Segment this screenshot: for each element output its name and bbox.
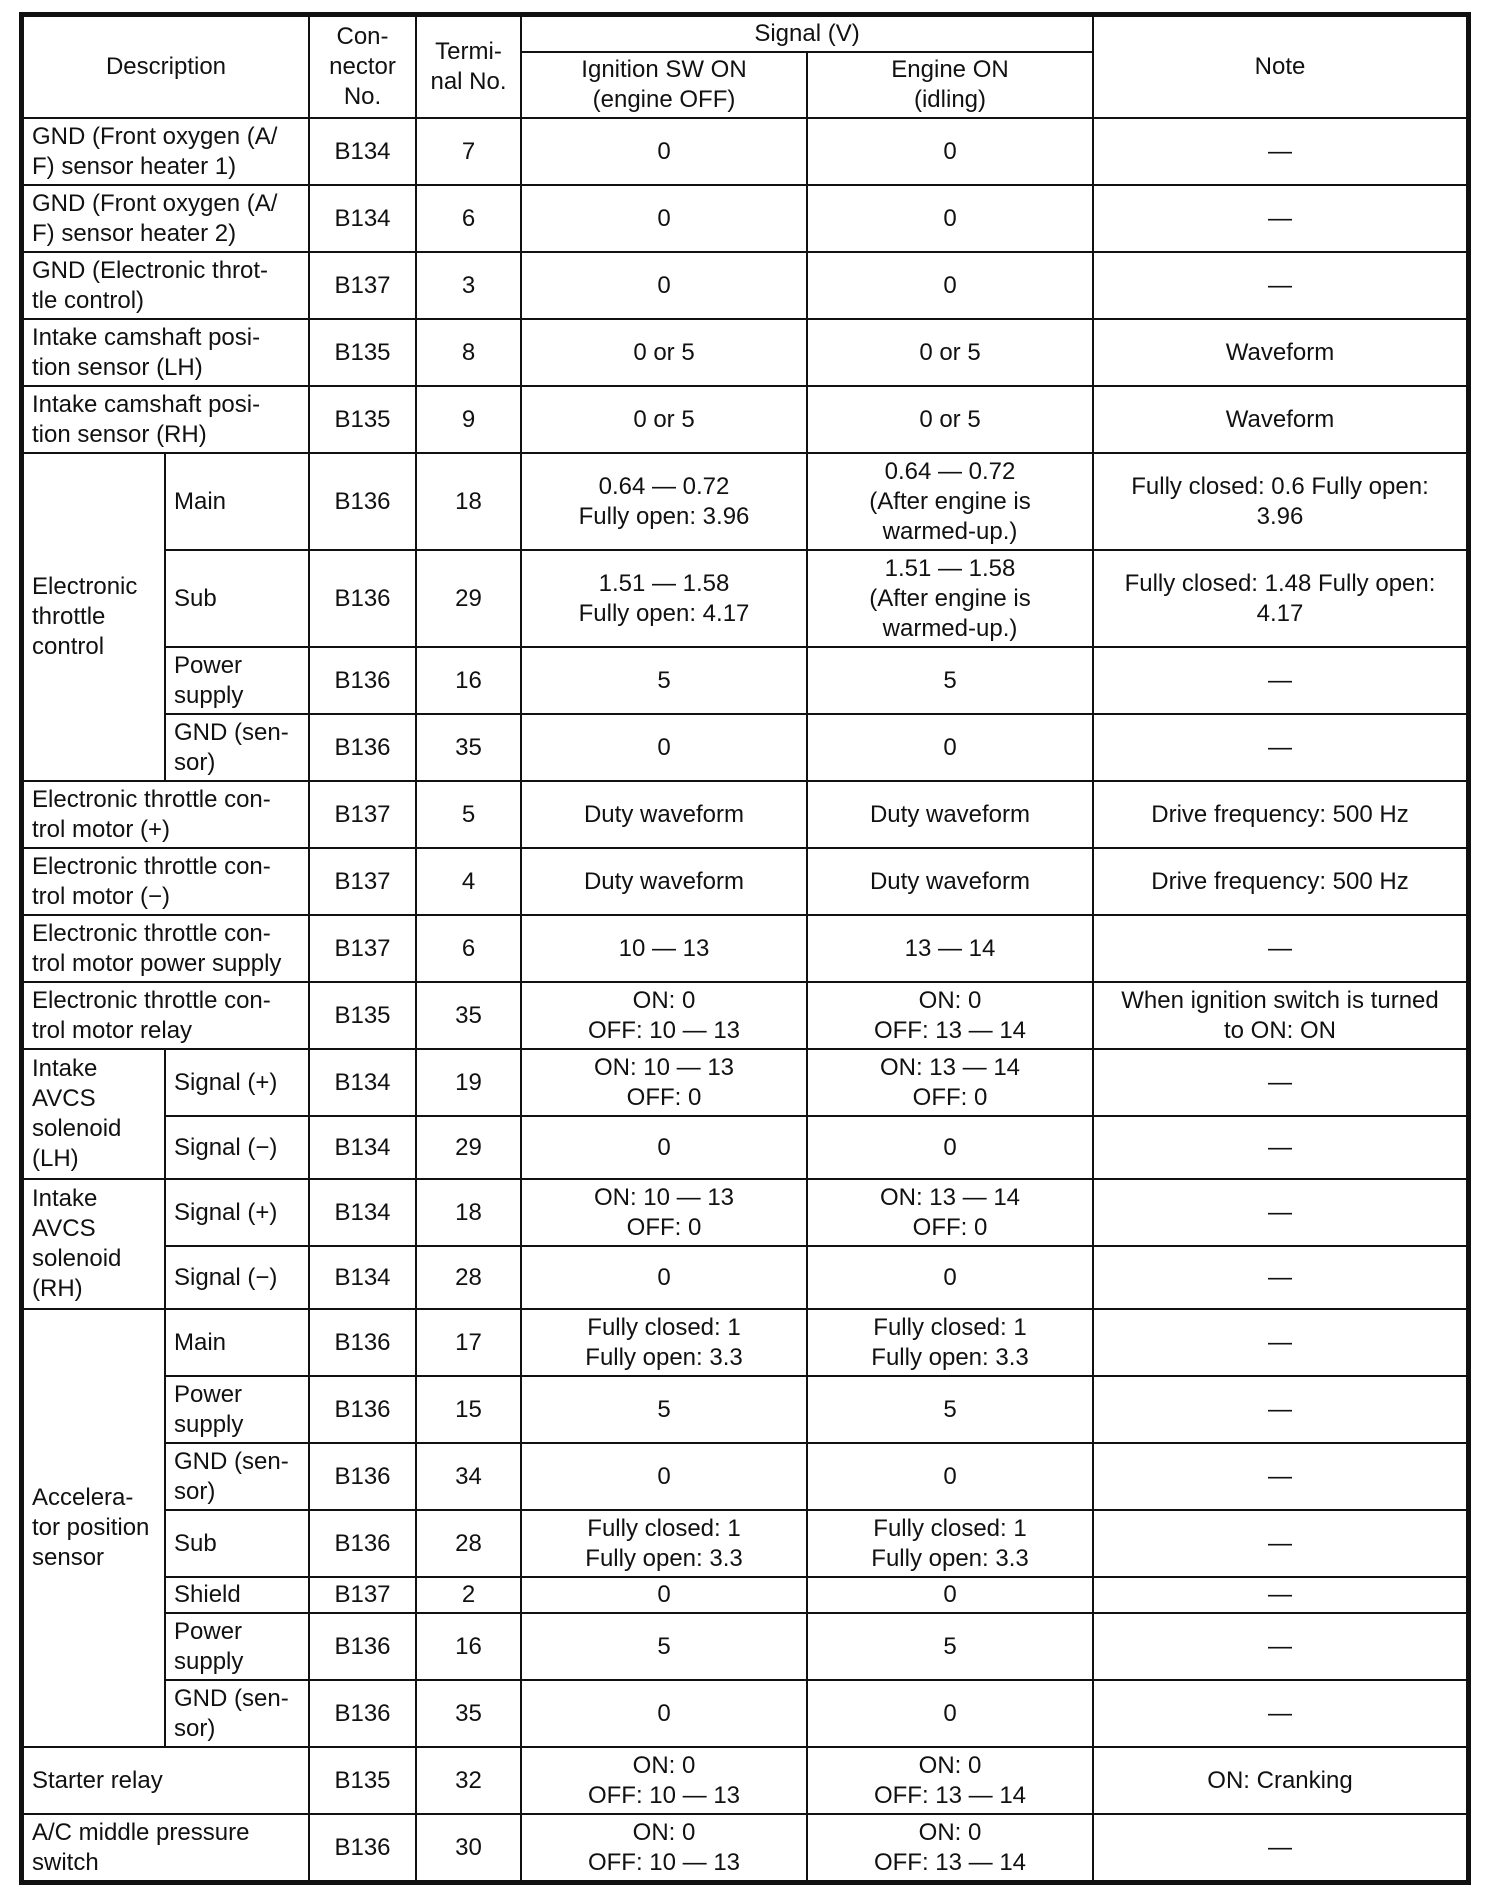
note-cell: Drive frequency: 500 Hz	[1093, 848, 1467, 915]
sub-description-cell: Sub	[165, 1510, 309, 1577]
description-cell: GND (Front oxygen (A/ F) sensor heater 2)	[23, 185, 309, 252]
table-row	[23, 185, 1467, 252]
sub-description-cell: Signal (−)	[165, 1116, 309, 1179]
group-description-cell: Intake AVCS solenoid (LH)	[23, 1049, 165, 1179]
terminal-cell: 4	[416, 848, 521, 915]
sub-description-cell: Power supply	[165, 1613, 309, 1680]
group-description-cell: Intake AVCS solenoid (RH)	[23, 1179, 165, 1309]
terminal-cell: 16	[416, 647, 521, 714]
connector-cell: B136	[309, 1376, 416, 1443]
sub-description-cell: GND (sen- sor)	[165, 1443, 309, 1510]
engine-on-value: ON: 13 — 14 OFF: 0	[807, 1179, 1093, 1246]
engine-on-value: ON: 13 — 14 OFF: 0	[807, 1049, 1093, 1116]
note-cell: —	[1093, 915, 1467, 982]
engine-on-value: Fully closed: 1 Fully open: 3.3	[807, 1309, 1093, 1376]
description-cell: Electronic throttle con- trol motor (−)	[23, 848, 309, 915]
ignition-sw-on-value: ON: 10 — 13 OFF: 0	[521, 1049, 807, 1116]
ecm-signal-table	[22, 15, 1468, 1882]
note-cell: —	[1093, 252, 1467, 319]
table-row	[23, 647, 1467, 714]
engine-on-value: 0	[807, 1116, 1093, 1179]
terminal-cell: 35	[416, 714, 521, 781]
table-row	[23, 1680, 1467, 1747]
table-body	[23, 118, 1467, 1881]
ignition-sw-on-value: Fully closed: 1 Fully open: 3.3	[521, 1309, 807, 1376]
terminal-cell: 35	[416, 1680, 521, 1747]
terminal-cell: 30	[416, 1814, 521, 1881]
ignition-sw-on-value: ON: 0 OFF: 10 — 13	[521, 982, 807, 1049]
ignition-sw-on-value: ON: 0 OFF: 10 — 13	[521, 1814, 807, 1881]
ignition-sw-on-value: Duty waveform	[521, 848, 807, 915]
connector-cell: B135	[309, 319, 416, 386]
ignition-sw-on-value: Duty waveform	[521, 781, 807, 848]
connector-cell: B136	[309, 1309, 416, 1376]
terminal-cell: 5	[416, 781, 521, 848]
sub-description-cell: Signal (+)	[165, 1179, 309, 1246]
engine-on-value: ON: 0 OFF: 13 — 14	[807, 982, 1093, 1049]
note-cell: —	[1093, 1309, 1467, 1376]
ignition-sw-on-value: 0	[521, 1246, 807, 1309]
connector-cell: B134	[309, 118, 416, 185]
engine-on-value: 0	[807, 714, 1093, 781]
table-row	[23, 781, 1467, 848]
terminal-cell: 29	[416, 1116, 521, 1179]
connector-cell: B136	[309, 1814, 416, 1881]
engine-on-value: 5	[807, 1613, 1093, 1680]
ignition-sw-on-value: 0	[521, 252, 807, 319]
terminal-cell: 9	[416, 386, 521, 453]
table-row	[23, 915, 1467, 982]
group-description-cell: Electronic throttle control	[23, 453, 165, 781]
description-cell: GND (Electronic throt- tle control)	[23, 252, 309, 319]
engine-on-value: 5	[807, 647, 1093, 714]
ignition-sw-on-value: Fully closed: 1 Fully open: 3.3	[521, 1510, 807, 1577]
note-cell: —	[1093, 647, 1467, 714]
engine-on-value: ON: 0 OFF: 13 — 14	[807, 1747, 1093, 1814]
note-cell: Waveform	[1093, 386, 1467, 453]
engine-on-value: 0 or 5	[807, 319, 1093, 386]
ignition-sw-on-value: 0	[521, 714, 807, 781]
table-row	[23, 1747, 1467, 1814]
ignition-sw-on-value: 0	[521, 1680, 807, 1747]
table-row	[23, 453, 1467, 550]
connector-cell: B136	[309, 1443, 416, 1510]
terminal-cell: 18	[416, 1179, 521, 1246]
description-cell: Intake camshaft posi- tion sensor (RH)	[23, 386, 309, 453]
connector-cell: B137	[309, 915, 416, 982]
ignition-sw-on-value: 0	[521, 1577, 807, 1613]
note-cell: Fully closed: 0.6 Fully open: 3.96	[1093, 453, 1467, 550]
engine-on-value: 1.51 — 1.58 (After engine is warmed-up.)	[807, 550, 1093, 647]
signal-table-sheet	[22, 15, 1468, 1882]
engine-on-value: Duty waveform	[807, 848, 1093, 915]
sub-description-cell: Main	[165, 1309, 309, 1376]
engine-on-value: 0	[807, 252, 1093, 319]
connector-cell: B137	[309, 781, 416, 848]
terminal-cell: 19	[416, 1049, 521, 1116]
table-row	[23, 1613, 1467, 1680]
engine-on-value: 0	[807, 1246, 1093, 1309]
table-row	[23, 1510, 1467, 1577]
note-cell: Drive frequency: 500 Hz	[1093, 781, 1467, 848]
note-cell: —	[1093, 1680, 1467, 1747]
connector-cell: B136	[309, 1613, 416, 1680]
description-cell: GND (Front oxygen (A/ F) sensor heater 1)	[23, 118, 309, 185]
sub-description-cell: Signal (+)	[165, 1049, 309, 1116]
ignition-sw-on-value: ON: 0 OFF: 10 — 13	[521, 1747, 807, 1814]
ignition-sw-on-value: 5	[521, 647, 807, 714]
table-row	[23, 1179, 1467, 1246]
note-cell: —	[1093, 714, 1467, 781]
note-cell: Waveform	[1093, 319, 1467, 386]
table-row	[23, 1814, 1467, 1881]
note-cell: When ignition switch is turned to ON: ON	[1093, 982, 1467, 1049]
connector-cell: B136	[309, 550, 416, 647]
ignition-sw-on-value: 0	[521, 185, 807, 252]
connector-cell: B134	[309, 1246, 416, 1309]
terminal-cell: 16	[416, 1613, 521, 1680]
terminal-cell: 17	[416, 1309, 521, 1376]
terminal-cell: 6	[416, 915, 521, 982]
note-cell: —	[1093, 1376, 1467, 1443]
sub-description-cell: Sub	[165, 550, 309, 647]
terminal-cell: 3	[416, 252, 521, 319]
ignition-sw-on-value: 10 — 13	[521, 915, 807, 982]
engine-on-value: 0	[807, 1680, 1093, 1747]
connector-cell: B137	[309, 848, 416, 915]
sub-description-cell: GND (sen- sor)	[165, 714, 309, 781]
sub-description-cell: Signal (−)	[165, 1246, 309, 1309]
note-cell: —	[1093, 1179, 1467, 1246]
ignition-sw-on-value: 1.51 — 1.58 Fully open: 4.17	[521, 550, 807, 647]
engine-on-value: Fully closed: 1 Fully open: 3.3	[807, 1510, 1093, 1577]
engine-on-value: Duty waveform	[807, 781, 1093, 848]
description-cell: Intake camshaft posi- tion sensor (LH)	[23, 319, 309, 386]
table-row	[23, 1246, 1467, 1309]
note-cell: —	[1093, 1814, 1467, 1881]
note-cell: —	[1093, 185, 1467, 252]
table-row	[23, 550, 1467, 647]
connector-cell: B136	[309, 1510, 416, 1577]
connector-cell: B135	[309, 386, 416, 453]
engine-on-value: 5	[807, 1376, 1093, 1443]
connector-cell: B134	[309, 1179, 416, 1246]
connector-cell: B135	[309, 1747, 416, 1814]
table-row	[23, 982, 1467, 1049]
table-row	[23, 319, 1467, 386]
connector-cell: B136	[309, 647, 416, 714]
header-ignition-sw-on: Ignition SW ON (engine OFF)	[521, 52, 807, 118]
ignition-sw-on-value: 0	[521, 1116, 807, 1179]
connector-cell: B134	[309, 1116, 416, 1179]
note-cell: —	[1093, 1246, 1467, 1309]
description-cell: Electronic throttle con- trol motor (+)	[23, 781, 309, 848]
terminal-cell: 6	[416, 185, 521, 252]
table-header	[23, 16, 1467, 118]
engine-on-value: 13 — 14	[807, 915, 1093, 982]
connector-cell: B136	[309, 1680, 416, 1747]
table-row	[23, 848, 1467, 915]
table-row	[23, 1116, 1467, 1179]
header-terminal-no: Termi- nal No.	[416, 16, 521, 118]
note-cell: —	[1093, 1577, 1467, 1613]
engine-on-value: 0	[807, 118, 1093, 185]
header-signal-group: Signal (V)	[521, 16, 1093, 52]
terminal-cell: 28	[416, 1246, 521, 1309]
header-note: Note	[1093, 16, 1467, 118]
engine-on-value: 0	[807, 185, 1093, 252]
terminal-cell: 28	[416, 1510, 521, 1577]
note-cell: —	[1093, 118, 1467, 185]
description-cell: Electronic throttle con- trol motor relay	[23, 982, 309, 1049]
note-cell: —	[1093, 1116, 1467, 1179]
ignition-sw-on-value: 0	[521, 1443, 807, 1510]
ignition-sw-on-value: 0.64 — 0.72 Fully open: 3.96	[521, 453, 807, 550]
note-cell: —	[1093, 1510, 1467, 1577]
table-row	[23, 714, 1467, 781]
ignition-sw-on-value: 5	[521, 1376, 807, 1443]
terminal-cell: 34	[416, 1443, 521, 1510]
terminal-cell: 35	[416, 982, 521, 1049]
table-row	[23, 386, 1467, 453]
note-cell: —	[1093, 1443, 1467, 1510]
header-engine-on: Engine ON (idling)	[807, 52, 1093, 118]
sub-description-cell: Shield	[165, 1577, 309, 1613]
terminal-cell: 15	[416, 1376, 521, 1443]
connector-cell: B136	[309, 453, 416, 550]
ignition-sw-on-value: ON: 10 — 13 OFF: 0	[521, 1179, 807, 1246]
engine-on-value: ON: 0 OFF: 13 — 14	[807, 1814, 1093, 1881]
description-cell: Electronic throttle con- trol motor power supply	[23, 915, 309, 982]
connector-cell: B134	[309, 185, 416, 252]
sub-description-cell: GND (sen- sor)	[165, 1680, 309, 1747]
header-connector-no: Con- nector No.	[309, 16, 416, 118]
group-description-cell: Accelera- tor position sensor	[23, 1309, 165, 1747]
sub-description-cell: Main	[165, 453, 309, 550]
terminal-cell: 2	[416, 1577, 521, 1613]
note-cell: —	[1093, 1613, 1467, 1680]
connector-cell: B137	[309, 1577, 416, 1613]
ignition-sw-on-value: 0	[521, 118, 807, 185]
table-row	[23, 1443, 1467, 1510]
table-row	[23, 1309, 1467, 1376]
connector-cell: B134	[309, 1049, 416, 1116]
terminal-cell: 18	[416, 453, 521, 550]
table-row	[23, 118, 1467, 185]
terminal-cell: 32	[416, 1747, 521, 1814]
ignition-sw-on-value: 5	[521, 1613, 807, 1680]
table-row	[23, 1049, 1467, 1116]
sub-description-cell: Power supply	[165, 647, 309, 714]
table-row	[23, 252, 1467, 319]
connector-cell: B136	[309, 714, 416, 781]
terminal-cell: 8	[416, 319, 521, 386]
table-row	[23, 1376, 1467, 1443]
description-cell: A/C middle pressure switch	[23, 1814, 309, 1881]
description-cell: Starter relay	[23, 1747, 309, 1814]
note-cell: Fully closed: 1.48 Fully open: 4.17	[1093, 550, 1467, 647]
engine-on-value: 0	[807, 1577, 1093, 1613]
connector-cell: B135	[309, 982, 416, 1049]
engine-on-value: 0	[807, 1443, 1093, 1510]
engine-on-value: 0.64 — 0.72 (After engine is warmed-up.)	[807, 453, 1093, 550]
table-row	[23, 1577, 1467, 1613]
sub-description-cell: Power supply	[165, 1376, 309, 1443]
header-description: Description	[23, 16, 309, 118]
engine-on-value: 0 or 5	[807, 386, 1093, 453]
ignition-sw-on-value: 0 or 5	[521, 386, 807, 453]
ignition-sw-on-value: 0 or 5	[521, 319, 807, 386]
note-cell: —	[1093, 1049, 1467, 1116]
connector-cell: B137	[309, 252, 416, 319]
terminal-cell: 29	[416, 550, 521, 647]
terminal-cell: 7	[416, 118, 521, 185]
note-cell: ON: Cranking	[1093, 1747, 1467, 1814]
